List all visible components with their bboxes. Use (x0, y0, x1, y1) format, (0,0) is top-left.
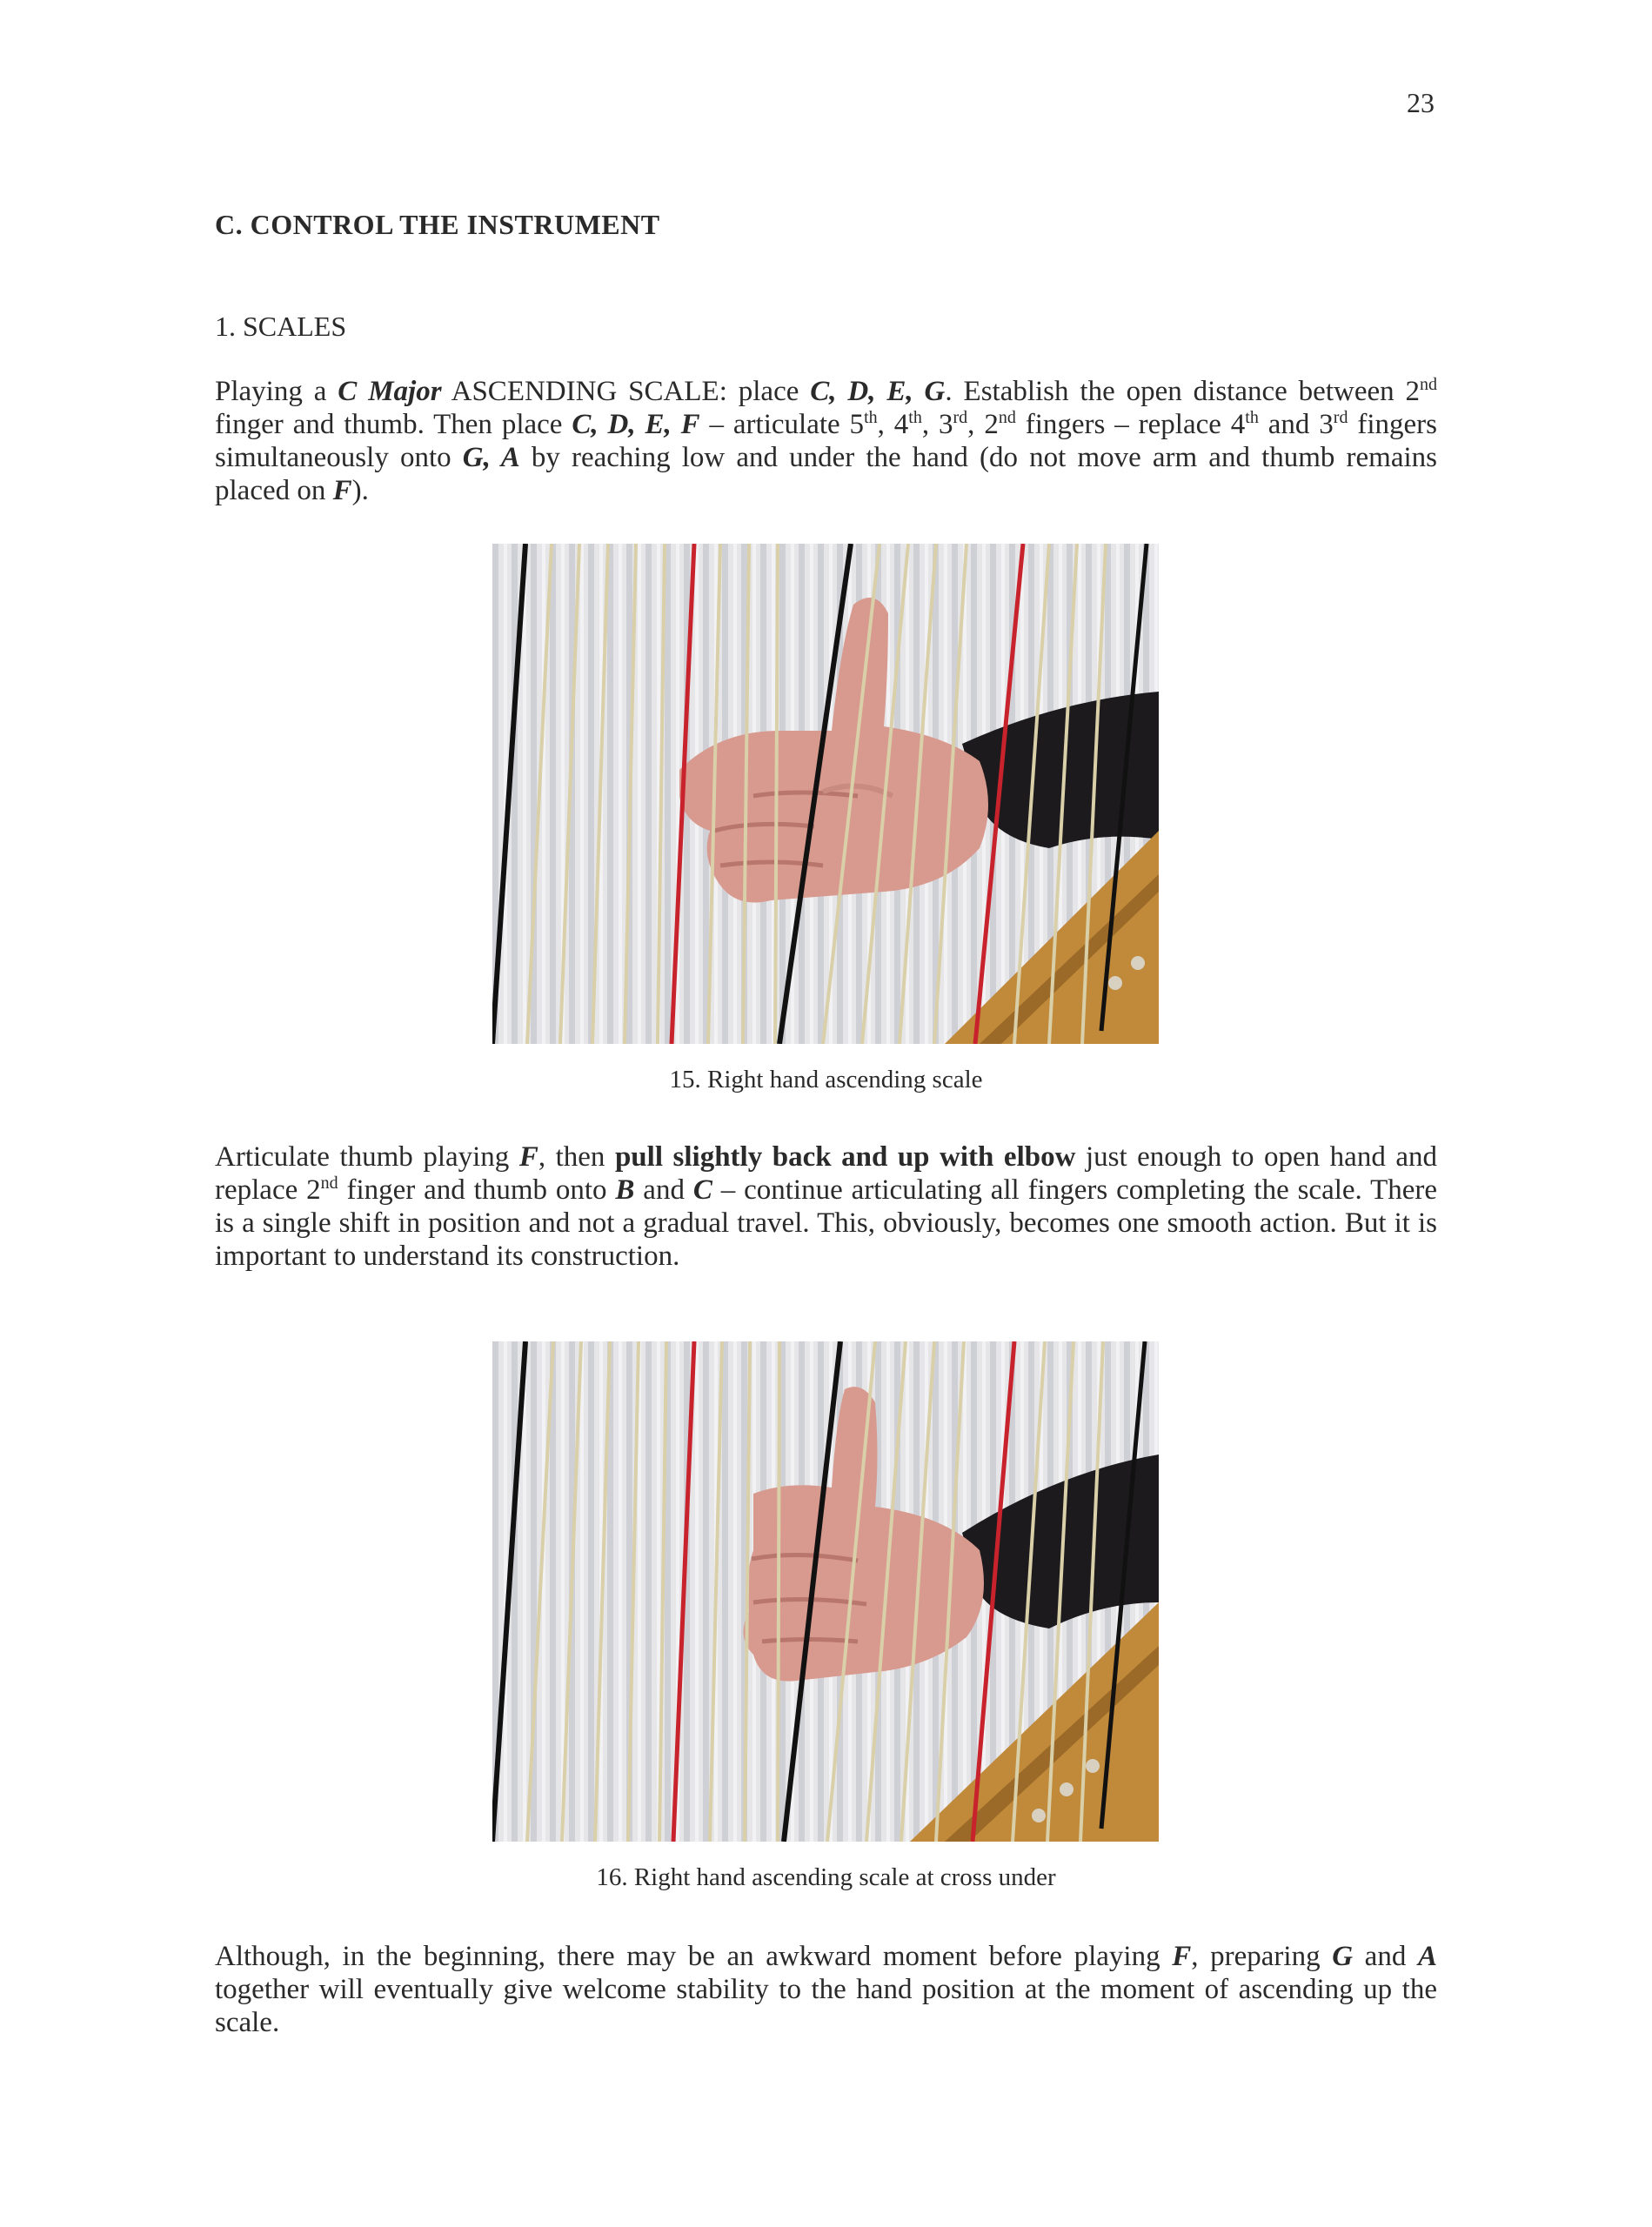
photo-right-hand-ascending-scale (492, 544, 1159, 1044)
subheading-scales: 1. SCALES (215, 311, 347, 342)
photo-right-hand-cross-under (492, 1341, 1159, 1842)
paragraph-awkward-moment: Although, in the beginning, there may be an awkward moment before playing F, preparing G and A together will eventually give welcome stability to the hand position at the moment of ascending up the scale. (215, 1941, 1437, 2038)
figure-caption-16: 16. Right hand ascending scale at cross under (596, 1863, 1056, 1891)
section-heading: C. CONTROL THE INSTRUMENT (215, 209, 660, 240)
page-number: 23 (1407, 87, 1435, 118)
paragraph-articulate-thumb: Articulate thumb playing F, then pull slightly back and up with elbow just enough to open hand and replace 2nd finger and thumb onto B and C – continue articulating all fingers completing the scale. There is a single shift in position and not a gradual travel. This, obviously, becomes one smooth action. But it is important to understand its construction. (215, 1141, 1438, 1272)
figure-caption-15: 15. Right hand ascending scale (669, 1066, 983, 1093)
paragraph-ascending-scale: Playing a C Major ASCENDING SCALE: place C, D, E, G. Establish the open distance between 2nd finger and thumb. Then place C, D, E, F – articulate 5th, 4th, 3rd, 2nd fingers – replace 4th and 3rd fingers simultaneously onto G, A by reaching low and under the hand (do not move arm and thumb remains placed on F). (215, 375, 1438, 506)
